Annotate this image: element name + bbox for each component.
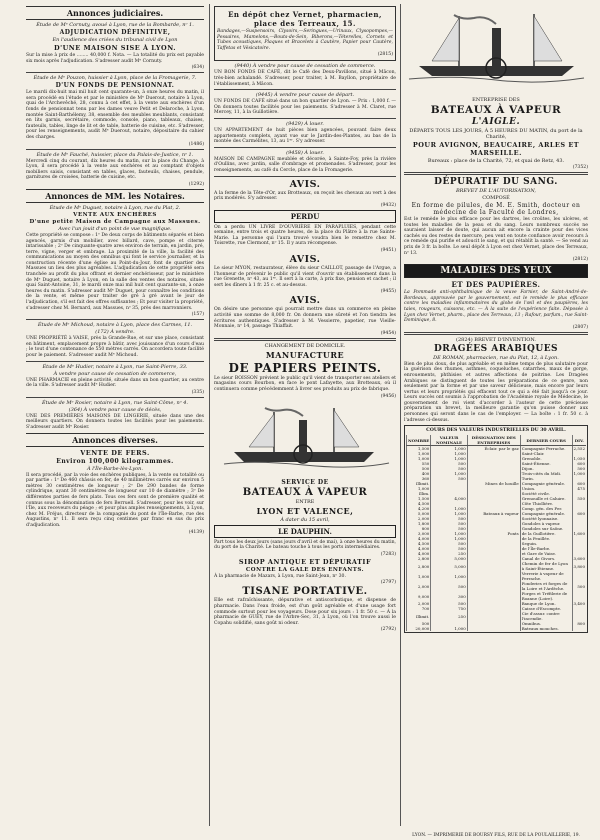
notice-body: UNE PROPRIÉTÉ à VAISE, près la Grande-Rue, et sur une place, consistant en bâtiment, emplacement propre à bâtir, avec jouissance d'un cours d'eau ; le tout d'une contenance de 550 mètres carrés. On accordera toute facilité pour le paiement. S'adresser audit Mᵉ Michoud. [26, 336, 204, 358]
table-cell [467, 611, 520, 621]
notice-body: Est le remède le plus efficace pour les dartres, les croûtes, les ulcères, et toutes les maladies de la peau et du sang. Leurs nombreux succès ne sauraient laisser de doute, qui aucun ait encore la crainte pour des vices cachés ou des restes de mercure, peu vent en toute confiance avoir recours à ce remède qui purifie et adoucit le sang, et qui rétablit la santé. — Se vend au prix de 3 fr. la boîte. Le seul dépôt à Lyon est chez Vernet, place des Terreaux, nᵒ 13. [404, 217, 588, 256]
table-cell: 1,050 [573, 456, 585, 462]
table-cell: 5,000 [431, 556, 467, 561]
table-cell: 1,600 [573, 531, 585, 537]
table-cell: Gondoles sur Saône. [520, 526, 572, 531]
table-cell [572, 571, 586, 581]
table-cell: 1,000 [431, 456, 467, 461]
notice-ref: (364) [68, 406, 83, 413]
notice-ref: (9455) [380, 289, 396, 295]
table-cell: Mines de houille [467, 481, 520, 486]
column-rule [400, 4, 401, 826]
table-cell [467, 571, 520, 581]
table-cell [572, 611, 586, 621]
notice-body: Le mardi dix-huit mai mil huit cent quarante-un, à onze heures du matin, il sera procédé en l'étude et par le ministère de Mᵉ Duerout, notaire à Lyon, quai de l'Archevêché, 28, connu à cet effet, à la vente aux enchères d'un fonds de pensionnat tenu par les dames veuve Petit et Delaroche, à Lyon, montée Saint-Barthélemy, 38, ensemble des meubles meublants, consistant en lits garnis, secrétaire, commode, console, piano, tableaux, chaises, fauteuils, tables, linge de lit et de table, batterie de cuisine, etc. S'adresser, pour les renseignements, audit Mᵉ Duerout, notaire, dépositaire du cahier des charges. [26, 90, 204, 140]
notice-body: À la pharmacie de Mazars, à Lyon, rue Saint-Jean, nᵒ 30. [214, 573, 346, 579]
column-rule [209, 4, 210, 826]
table-header-row [407, 435, 587, 446]
table-cell: 550 [407, 461, 431, 466]
divider [214, 147, 396, 148]
table-cell: 2,000 [407, 601, 431, 606]
notice-title: D'UN FONDS DE PENSIONNAT. [55, 82, 175, 90]
table-row [407, 591, 587, 601]
section-heading: Annonces de MM. les Notaires. [26, 189, 204, 203]
table-cell: 3,600 [573, 556, 585, 562]
notice-title: DRAGÉES ARABIQUES [433, 343, 559, 354]
notice-body: La Pommade anti-ophthalmique de la veuve Farnier, de Saint-André-de-Bordeaux, approuvée par le gouvernement, est le remède le plus efficace contre les maladies inflammatoires du globe de l'œil et des paupières, les taies, rougeurs, cuissons, etc. — À la suite de l'expérience faite. Déposée à Lyon chez Vernet, pharm., place des Terreaux, 13 ; Rafour, parfum., rue Saint-Dominique, 8. [404, 290, 588, 324]
notice-title: LYON ET VALENCE, [256, 505, 354, 516]
notice-body: On a perdu UN LIVRE D'OUVRIÈRE EN PARAPLUIES, pendant cette semaine, entre trois et quatre heures, de la place du Plâtre à la rue Sainte-Marie. La personne qui l'aura trouvé voudra bien le remettre chez M. Toisrette, rue Clermont, nᵒ 15. Il y aura récompense. [214, 224, 396, 247]
notice-ref: (2807) [572, 324, 588, 330]
table-cell: 500 [407, 621, 431, 626]
table-cell: 1,000 [407, 451, 431, 456]
table-cell: 4,500 [407, 541, 431, 546]
table-cell: 800 [407, 526, 431, 531]
table-cell: 2,552 [573, 446, 585, 452]
printer-footer: LYON. — IMPRIMERIE DE BOURSY FILS, RUE DE LA POULAILLERIE, 19. [412, 833, 580, 838]
notice-subtitle-text: À vendre pour cause de départ. [274, 92, 355, 99]
notice-subtitle: Avec l'un jouit d'un point de vue magnifique. [58, 225, 172, 232]
table-cell: 1,000 [407, 486, 431, 491]
notice-subtitle: COMPOSÉ [482, 195, 510, 201]
table-cell: Forges et Tréfilerie de Roanne (Loire). [520, 591, 572, 601]
notice-ref: (2792) [380, 627, 396, 633]
table-header-cell: NOMBRE [407, 435, 431, 446]
steamboat-illustration [404, 6, 588, 90]
table-cell: 5,000 [431, 561, 467, 571]
table-cell: de la Feuillée. [520, 536, 572, 541]
notice-subtitle: Bureaux : place de la Charité, 72, et quai de Retz, 43. [427, 158, 565, 164]
notice-subtitle-text: À louer. [304, 120, 324, 127]
notice-title: CONTRE LA GALE DES ENFANTS. [245, 566, 365, 573]
steamboat-illustration [214, 402, 396, 472]
table-cell: 1,000 [431, 536, 467, 541]
table-cell: 4,000 [407, 546, 431, 551]
notice-title: D'une petite Maison de Campagne aux Massues. [29, 218, 201, 225]
notice-subtitle-text: À vendre. [110, 329, 135, 336]
notice-body: A la ferme de la Tête-d'Or, aux Brotteaux, on reçoit les chevaux au vert à des prix modérés. S'y adresser. [214, 190, 396, 202]
notice-title: L'AIGLE. [471, 117, 521, 127]
notice-subtitle-text: À vendre pour cause de cessation de commerce. [252, 63, 376, 70]
notice-body: Part tous les deux jours (sans jours d'avril et de mai), à onze heures du matin, du port de la Charité. Le bateau touche à tous les ports intermédiaires. [214, 539, 396, 551]
values-table [406, 435, 586, 631]
notice-ref: (4139) [188, 529, 204, 535]
depot-items: Bandages,—Suspensoirs, Clysoirs,—Seringues,—Urinaux, Clysopompes,—Pessaires, Mamelons,—Bouts-de-Sein, Biberons,—Téterelles, Cornets et Tubes acoustiques, Plaques et Bracelets à Cautère, Papier pour Cautère, Taffetas et Vésicatoire. [217, 29, 393, 51]
divider [26, 361, 204, 362]
table-cell: 1,000 [431, 571, 467, 581]
table-cell: 4,000 [407, 551, 431, 556]
notice-subtitle [26, 407, 204, 413]
table-cell: 1,000 [431, 446, 467, 452]
table-header-cell: VALEUR NOMINALE [431, 435, 467, 446]
divider [26, 319, 204, 320]
notice-ref: (9451) [380, 248, 396, 254]
table-cell: 500 [431, 476, 467, 481]
notice-subtitle: DE ROMAN, pharmacien, rue du Plat, 12, à Lyon. [433, 354, 559, 361]
table-cell: 500 [431, 521, 467, 526]
table-cell [467, 581, 520, 591]
table-cell: Caisse d'Escompte. [520, 606, 572, 611]
table-cell: 500 [407, 466, 431, 471]
notice-subtitle [214, 150, 396, 156]
table-cell: 400 [407, 471, 431, 476]
notice-ref: (2797) [380, 580, 396, 586]
table-cell: 750 [431, 606, 467, 611]
table-cell: 500 [431, 546, 467, 551]
notice-subtitle: BREVET DE L'AUTORISATION, [455, 188, 537, 194]
notice-subtitle: En l'audience des criées du tribunal civil de Lyon [52, 37, 178, 43]
notice-title: DE PAPIERS PEINTS. [228, 360, 382, 375]
table-cell: 600 [572, 481, 586, 486]
table-cell [572, 591, 586, 601]
table-cell: 3,800 [572, 561, 586, 571]
table-cell: 1,800 [407, 521, 431, 526]
table-cell: Comp. gén. des Fer. [520, 506, 572, 511]
notice-title: BATEAUX À VAPEUR [242, 486, 368, 498]
table-cell: Compagnie générale. [520, 481, 572, 486]
table-cell: 20,000 [407, 626, 431, 631]
table-cell: 2,000 [407, 516, 431, 521]
table-cell: 9,000 [407, 591, 431, 601]
table-cell: 250 [431, 551, 467, 556]
table-cell: Société civile. [520, 491, 572, 496]
notice-body: On désire une personne qui pourrait mettre dans un commerce en pleine activité une somme de 8,000 fr. On donnera une sûreté et l'on tiendra les écritures authentiques. S'adresser à M. Vessierre, papetier, rue Vieille-Monnaie, nᵒ 14, passage Thiaffait. [214, 307, 396, 330]
notice-ref: (1292) [188, 181, 204, 187]
notice-title: VENTE DE FERS. [80, 448, 150, 457]
section-heading: Annonces judiciaires. [26, 6, 204, 20]
table-row [407, 571, 587, 581]
notice-subtitle: À vendre pour cause de cessation de commerce, [53, 370, 177, 377]
table-cell: Canal de Givors. [520, 556, 572, 561]
table-cell: 600 [572, 461, 586, 466]
notice-ref: (9458) [286, 149, 303, 156]
notice-header [404, 337, 588, 343]
notice-title: SIROP ANTIQUE ET DÉPURATIF [238, 557, 372, 566]
table-cell: 550 [572, 496, 586, 501]
table-cell: Verrerie à vapeur de Perrache. [520, 571, 572, 581]
notice-ref: (7352) [572, 165, 588, 170]
table-cell: 4,500 [407, 501, 431, 506]
divider [214, 89, 396, 90]
notice-title: ADJUDICATION DÉFINITIVE, [59, 29, 171, 36]
table-cell: 1,000 [431, 511, 467, 516]
table-header-cell: DIV. [572, 435, 586, 446]
notice-header: Étude de Mᵉ Hudier, notaire à Lyon, rue Saint-Pierre, 33. [42, 363, 188, 370]
table-cell: Seguin. [520, 541, 572, 546]
notice-body: MAISON DE CAMPAGNE meublée et décorée, à Sainte-Foy, près la rivière d'Oullins, avec jardin, salle d'ombrage et promenades. S'adresser, pour les renseignements, au café du Cercle, place de la Fromagerie. [214, 156, 396, 173]
notice-ref: (7283) [380, 551, 396, 557]
notice-ref: (2824) [456, 336, 473, 343]
notice-subtitle-text: À vendre pour cause de décès, [83, 406, 162, 413]
table-cell: Saint-Clair. [520, 451, 572, 456]
notice-body: UN APPARTEMENT de huit pièces bien agencées, pouvant faire deux appartements complets, ayant vue sur le Jardin-des-Plantes, au bas de la montée des Carmélites, 13, au 1ᵉʳ. S'y adresser. [214, 127, 396, 145]
table-cell: 1,500 [407, 446, 431, 452]
table-cell: Chemin de fer de Lyon à Saint-Étienne. [520, 561, 572, 571]
notice-ref: (2812) [572, 257, 588, 263]
notice-title: D'UNE MAISON SISE À LYON. [54, 44, 176, 52]
table-cell: 5,000 [407, 511, 431, 516]
table-cell: 250 [431, 611, 467, 621]
notice-ref: (9440) [234, 63, 252, 70]
notice-header: Étude de Mᵉ Cornuty, avoué à Lyon, rue de la Bombarde, nᵒ 1. [36, 22, 194, 28]
table-cell: 600 [572, 511, 586, 516]
notice-subtitle: À l'Île-Barbe-lès-Lyon. [87, 465, 143, 472]
table-row [407, 581, 587, 591]
table-row [407, 611, 587, 621]
table-cell: 500 [431, 601, 467, 606]
table-cell: Banque de Lyon. [520, 601, 572, 606]
notice-ref: (9456) [380, 393, 396, 399]
values-table-box [404, 425, 588, 633]
notice-subtitle: ENTREPRISE DES [472, 97, 520, 103]
notice-body: Cette propriété se compose : 1ᵒ De deux corps de bâtiments séparés et bien agencés, garnis d'un mobilier, avec billard, cave, pompe et citerne intarissable ; 2ᵒ De cinquante-quatre ares environ de terrain, en jardin, pré, terre, vigne, verger et ombrage. La proximité de la ville, la facilité des communications au moyen des omnibus qui font le service journalier, et la construction récente d'une église au Point-du-Jour, font de quartier des Massues un lieu des plus agréables. L'adjudication de cette propriété sera tranchée au profit du plus offrant et dernier enchérisseur, par le ministère de Mᵉ Duguet, notaire à Lyon, en la salle des ventes des notaires, située quai Saint-Antoine, 31, le mardi onze mai mil huit cent quarante-un, à onze heures du matin. S'adresser audit Mᵉ Duguet, pour connaître les conditions de la vente, et même pour traiter de gré à gré avant le jour de l'adjudication, s'il est fait des offres suffisantes ; Et pour visiter la propriété, s'adresser chez M. Bernard, aux Massues, nᵒ 35, près des marronniers. [26, 232, 204, 311]
perdu-banner: PERDU [214, 210, 396, 223]
notice-subtitle: À dater du 15 avril, [280, 516, 330, 523]
table-cell: 3,400 [573, 601, 585, 607]
notice-title: En forme de pilules, de M. E. Smith, docteur en médecine de la Faculté de Londres, [411, 202, 581, 216]
notice-subtitle [214, 92, 396, 98]
notice-ref: (9432) [380, 202, 396, 208]
table-cell: Société lyonnaise. [520, 516, 572, 521]
table-cell: 500 [431, 461, 467, 466]
table-cell: 1,000 [431, 626, 467, 631]
table-cell: Omnibus. [520, 621, 572, 626]
table-cell: 500 [572, 466, 586, 471]
table-cell: Grenouille et Caluire. [520, 496, 572, 501]
table-cell: 1,000 [431, 531, 467, 536]
table-cell: 500 [431, 581, 467, 591]
notice-ref: (9429) [286, 120, 303, 127]
table-cell: Illim. [407, 491, 431, 496]
maladies-banner: MALADIES DES YEUX [404, 264, 588, 278]
table-cell: 1,000 [407, 456, 431, 461]
notice-title: AVIS. [289, 295, 321, 307]
table-cell: Trois-cités du Midi. [520, 471, 572, 476]
divider [404, 332, 588, 335]
table-cell: 500 [431, 526, 467, 531]
notice-header: Étude de Mᵉ Michoud, notaire à Lyon, place des Carmes, 11. [37, 322, 193, 329]
table-cell: Cie d'assur. contre l'incendie. [520, 611, 572, 621]
table-title: COURS DES VALEURS INDUSTRIELLES DU 30 AVRIL. [426, 428, 566, 434]
table-cell: 4,000 [407, 536, 431, 541]
table-body [407, 446, 587, 632]
notice-ref: (335) [191, 389, 204, 395]
table-cell: de l'Île-Barbe. [520, 546, 572, 551]
table-cell: de la Guillotière. [520, 531, 572, 536]
table-cell: 1,500 [407, 496, 431, 501]
notice-subtitle: ENTRE [295, 498, 315, 505]
notice-header: Étude de Mᵉ Duguet, notaire à Lyon, rue du Plat, 2. [49, 204, 181, 211]
notice-body: Elle est rafraîchissante, dépurative et antiscorbutique, et dispense de pharmacie. Dans l'eau froide, est d'un goût agréable et d'une usage fort commode surtout pour les voyageurs. Dose pour six jours : 1 fr. 50 c. — À la pharmacie de GUEY, rue de l'Arbre-Sec, 31, à Lyon, où l'on trouve aussi le Copahu solidifié, sans goût ni odeur. [214, 598, 396, 626]
notice-subtitle-text: À louer. [304, 149, 324, 156]
notice-ref: (172) [95, 329, 109, 336]
notice-ref: (9445) [255, 92, 273, 99]
depot-title: En dépôt chez Vernet, pharmacien, place des Terreaux, 15. [228, 10, 382, 28]
notice-title: AVIS. [289, 178, 321, 190]
divider [26, 72, 204, 73]
notice-ref: (1486) [188, 141, 204, 147]
table-cell: Saint-Étienne. [520, 461, 572, 466]
notice-header-text: BREVET D'INVENTION. [474, 336, 536, 343]
notice-subtitle [214, 121, 396, 127]
notice-body: Bien de plus doux, de plus agréable et en même temps de plus salutaire pour la guérison des rhumes, asthmes, coqueluches, catarrhes, maux de gorge, enrouements, phthisies et autres affections de poitrine. Les Dragées Arabiques se distinguent de toutes les préparations de ce genre, non seulement par la forme et par une saveur délicieuse, mais encore par leurs vertus et leurs propriétés qui effacent tout ce qui a été fait jusqu'à ce jour. Leurs succès ont soumis à l'approbation de l'Académie royale de Médecine, le gouvernement de roi vient d'accorder à l'auteur de cette précieuse préparation un brevet, la meilleure garantie qu'on puisse donner aux personnes qui seront dans le cas de l'employer. — La boîte : 1 fr. 50 c. à l'adresse ci-dessus. [404, 361, 588, 423]
notice-body: Le sieur BOISSON prévient le public qu'il vient de transporter ses ateliers et magasins cours Bourbon, en face le pont Lafayette, aux Brotteaux, où il continuera comme précédemment à livrer ses produits au prix de fabrique. [214, 375, 396, 392]
notice-header: CHANGEMENT DE DOMICILE. [264, 342, 346, 349]
divider [404, 172, 588, 175]
notice-ref: (2815) [377, 52, 393, 58]
column-advertisements-right [404, 4, 588, 826]
table-cell: Compagnie générale. [520, 511, 572, 516]
table-cell: 500 [431, 466, 467, 471]
notice-body: UN BON FONDS DE CAFÉ, dit le Café des Deux-Pavillons, situé à Mâcon, très-bien achalandé. S'adresser, pour traiter, à M. Bayllon, propriétaire de l'établissement, à Mâcon. [214, 70, 396, 87]
section-heading: Annonces diverses. [26, 433, 204, 447]
table-row [407, 561, 587, 571]
table-cell: Illimit. [407, 611, 431, 621]
depot-box [214, 6, 396, 61]
table-cell: Compagnie Perrache. [520, 446, 572, 452]
notice-body: UNE PHARMACIE en pleine activité, située dans un bon quartier, au centre de la ville. S'adresser audit Mᵉ Hudier. [26, 377, 204, 389]
notice-title: SERVICE DE [281, 478, 329, 486]
table-cell: Bateaux mouches. [520, 626, 572, 631]
notice-ref: (157) [191, 312, 204, 318]
table-cell: 1,000 [431, 506, 467, 511]
notice-header: Étude de Mᵉ Pouzon, huissier à Lyon, place de la Fromagerie, 7. [33, 75, 197, 82]
table-cell: 800 [572, 621, 586, 626]
notice-body: UNE DES PREMIÈRES MAISONS DE LINGERIE, située dans une des meilleurs quartiers. On donnera toutes les facilités pour les paiements. S'adresser audit Mᵉ Rosier. [26, 413, 204, 430]
divider [26, 397, 204, 398]
table-cell: Dijon. [520, 466, 572, 471]
notice-body: Il sera procédé, par la voie des enchères publiques, à la vente ou totalité ou par partie : 1ᵒ De 460 châssis en fer, de 40 millimètres carrés sur environ 5 mètres 30 centimètres de longueur ; 2ᵒ De 290 bandes de forme cylindrique, ayant 30 centimètres de longueur sur 10 de diamètre ; 3ᵒ De différentes parties de fers plats. Tous ces fers sont de première qualité et connus sous la dénomination de fers Berruell. S'adresser, pour les voir, sur l'Île, aux receveurs du péage ; et pour plus amples renseignements, à Lyon, chez M. Fréjus, directeur de la compagnie du pont de l'Île-Barbe, rue des Augustins, nᵒ 11. Il sera reçu cinq centimes par franc en sus du prix d'adjudication. [26, 472, 204, 528]
table-cell: 500 [431, 516, 467, 521]
table-cell: Illimit. [407, 481, 431, 486]
table-cell: Grenoble. [520, 456, 572, 461]
table-cell: 1,000 [431, 451, 467, 456]
divider [26, 149, 204, 150]
notice-title: VENTE AUX ENCHÈRES [73, 211, 157, 218]
notice-subtitle [214, 63, 396, 69]
table-header-cell: DÉSIGNATION DES ENTREPRISES [467, 435, 520, 446]
notice-title: POUR AVIGNON, BEAUCAIRE, ARLES ET MARSEILLE. [412, 141, 580, 157]
table-cell: Turin. [520, 476, 572, 481]
table-cell [467, 626, 520, 631]
notice-title: BATEAUX À VAPEUR [430, 104, 562, 116]
table-cell [467, 561, 520, 571]
notice-subtitle: DÉPARTS TOUS LES JOURS, À 5 HEURES DU MATIN, du port de la Charité, [409, 128, 583, 140]
divider [214, 338, 396, 341]
table-cell: Bateaux à vapeur [467, 511, 520, 516]
notice-title: Environ 100,000 kilogrammes. [56, 457, 174, 465]
column-advertisements [214, 4, 396, 826]
notice-title: DÉPURATIF DU SANG. [434, 177, 558, 187]
notice-title: ET DES PAUPIÈRES. [451, 280, 541, 290]
notice-header: Étude de Mᵉ Rosier, notaire à Lyon, rue Saint-Côme, nᵒ 4. [41, 399, 189, 406]
table-header-cell: DERNIER COURS [520, 435, 572, 446]
notice-body: Mercredi cinq du courant, dix heures du matin, sur la place du Change, à Lyon, il sera procédé à la vente aux enchères et au comptant d'objets mobiliers saisis, consistant en tables, glaces, fauteuils, chaises, pendule, garnitures de croisées, batterie de cuisine, etc. [26, 158, 204, 181]
table-cell: Ponts [467, 531, 520, 536]
notice-ref: (9454) [380, 330, 396, 336]
notice-ref: (634) [191, 65, 204, 71]
table-cell: 360 [407, 476, 431, 481]
table-cell [467, 591, 520, 601]
table-cell: Éclair. par le gaz [467, 446, 520, 452]
table-cell: et Gare de Vaise. [520, 551, 572, 556]
notice-body: Sur la mise à prix de ........ 40,000 f. Nota. — La totalité du prix est payable six mois après l'adjudication. S'adresser audit Mᵉ Cornuty. [26, 53, 204, 64]
table-cell: Gondoles à vapeur. [520, 521, 572, 526]
table-cell: 4,000 [431, 496, 467, 501]
table-cell: 1,000 [573, 471, 585, 477]
table-cell: 3,000 [407, 531, 431, 536]
table-cell [572, 626, 586, 631]
divider [214, 118, 396, 119]
dauphin-banner: LE DAUPHIN. [214, 525, 396, 538]
table-cell: 2,800 [407, 556, 431, 561]
table-row [407, 626, 587, 631]
notice-body: UN FONDS DE CAFÉ situé dans un bon quartier de Lyon. — Prix : 1,000 f. — On donnera toutes facilités pour les paiements. S'adresser à M. Claret, rue Mercey, 11, à la Guillotière. [214, 99, 396, 116]
column-legal-notices [26, 4, 204, 826]
notice-title: TISANE PORTATIVE. [242, 586, 368, 598]
table-cell: 2,800 [407, 561, 431, 571]
table-cell: 300 [431, 591, 467, 601]
table-cell: 700 [407, 606, 431, 611]
table-cell: 1,000 [431, 471, 467, 476]
table-cell: 500 [572, 581, 586, 591]
table-cell: 1,000 [407, 571, 431, 581]
notice-title: AVIS. [289, 254, 321, 266]
table-cell: Fonderies et forges de la Loire et l'Ardèche. [520, 581, 572, 591]
notice-title: MANUFACTURE [265, 349, 345, 360]
notice-body: Le sieur MYON, restaurateur, élève du sieur CAILLOT, passage de l'Argue, a l'honneur de prévenir le public qu'il vient d'ouvrir un établissement dans la rue Grenette, nᵒ 43, au 1ᵉʳ. Il sert à la carte, à prix fixe, pension et cachet ; il sert les dîners à 1 fr. 25 c. et au-dessus. [214, 266, 396, 288]
notice-header: Étude de Mᵉ Fauché, huissier, place du Palais-de-Justice, nᵒ 1. [36, 151, 194, 158]
table-cell: 4,200 [407, 506, 431, 511]
table-cell: Union. [520, 486, 572, 491]
table-cell: 500 [431, 541, 467, 546]
notice-subtitle [26, 329, 204, 335]
table-cell: Côte Thiollière. [520, 501, 572, 506]
table-cell: 475 [572, 486, 586, 491]
table-cell: 2,000 [407, 581, 431, 591]
divider [214, 176, 396, 177]
